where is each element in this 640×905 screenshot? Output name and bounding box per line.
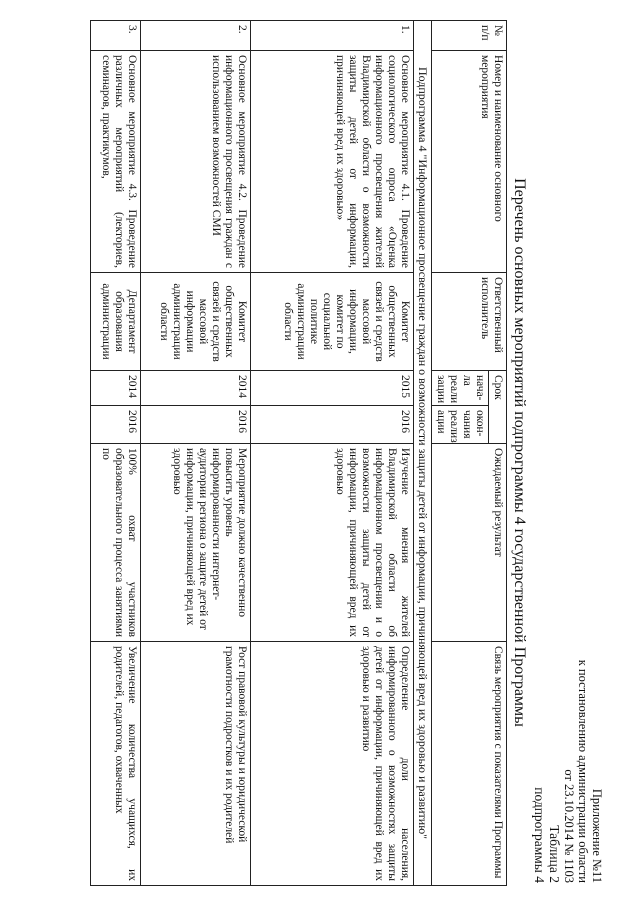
row-name: Основное мероприятие 4.1. Проведение социологического опроса «Оценка информационного просвещения жителей Владимирской области о возможности защиты детей от информации, причиняющей вред их здоровью» <box>251 51 414 273</box>
row-result: Мероприятие должно качественно повысить уровень информированности интернет-аудитории региона о защите детей от информации, причиняющей вред их здоровью <box>141 444 251 642</box>
col-link-header: Связь мероприятия с показателями Программы <box>432 642 507 886</box>
row-name: Основное мероприятие 4.2. Проведение информационного просвещения граждан с использованием возможностей СМИ <box>141 51 251 273</box>
appendix-label: Приложение №11 <box>590 788 604 883</box>
col-name-header: Номер и наименование основного мероприятия <box>432 51 507 273</box>
activities-table <box>90 20 507 886</box>
row-result: Изучение мнения жителей Владимирской области об информационном просвещении и о возможности защиты детей от информации, причиняющей вред их здоровью <box>251 444 414 642</box>
row-result: 100% охват участников образовательного процесса занятиями по <box>91 444 141 642</box>
col-start-header: нача-ла реали зации <box>432 371 489 406</box>
table-row <box>251 21 414 886</box>
decree-line-1: к постановлению администрации области <box>576 659 590 883</box>
row-start: 2014 <box>91 371 141 406</box>
subprogram-row <box>414 21 432 886</box>
row-end: 2016 <box>91 406 141 444</box>
row-name: Основное мероприятие 4.3. Проведение различных мероприятий (лекториев, семинаров, практикумов, <box>91 51 141 273</box>
row-link: Рост правовой культуры и юридической грамотности подростков и их родителей <box>141 642 251 886</box>
col-num-header: № п/п <box>432 21 507 51</box>
col-period-header: Срок <box>489 371 507 444</box>
row-exec: Комитет общественных связей и средств массовой информации администрации области <box>141 273 251 371</box>
table-header-row <box>489 21 507 886</box>
row-link: Увеличение количества учащихся, их родителей, педагогов, охваченных <box>91 642 141 886</box>
row-exec: Департамент образования администрации <box>91 273 141 371</box>
row-start: 2015 <box>251 371 414 406</box>
table-row <box>91 21 141 886</box>
document-title: Перечень основных мероприятий подпрограммы 4 государственной Программы <box>511 178 528 727</box>
row-link: Определение доли населения, информированного о возможностях защиты детей от информации, причиняющей вред их здоровью и развитию <box>251 642 414 886</box>
row-end: 2016 <box>141 406 251 444</box>
row-num: 1. <box>251 21 414 51</box>
row-num: 2. <box>141 21 251 51</box>
row-end: 2016 <box>251 406 414 444</box>
table-number: Таблица 2 <box>547 825 562 883</box>
row-num: 3. <box>91 21 141 51</box>
col-end-header: окон-чания реализ ации <box>432 406 489 444</box>
decree-line-2: от 23.10.2014 № 1103 <box>562 769 576 883</box>
document-header <box>532 660 604 883</box>
subprogram-title: Подпрограмма 4 "Информационное просвещение граждан о возможности защиты детей от информации, причиняющей вред их здоровью и развитию" <box>414 21 432 886</box>
subprogram-label: подпрограммы 4 <box>532 787 547 883</box>
row-start: 2014 <box>141 371 251 406</box>
row-exec: Комитет общественных связей и средств массовой информации, комитет по социальной политике администрации области <box>251 273 414 371</box>
col-result-header: Ожидаемый результат <box>432 444 507 642</box>
col-exec-header: Ответственный исполнитель <box>432 273 507 371</box>
table-row <box>141 21 251 886</box>
